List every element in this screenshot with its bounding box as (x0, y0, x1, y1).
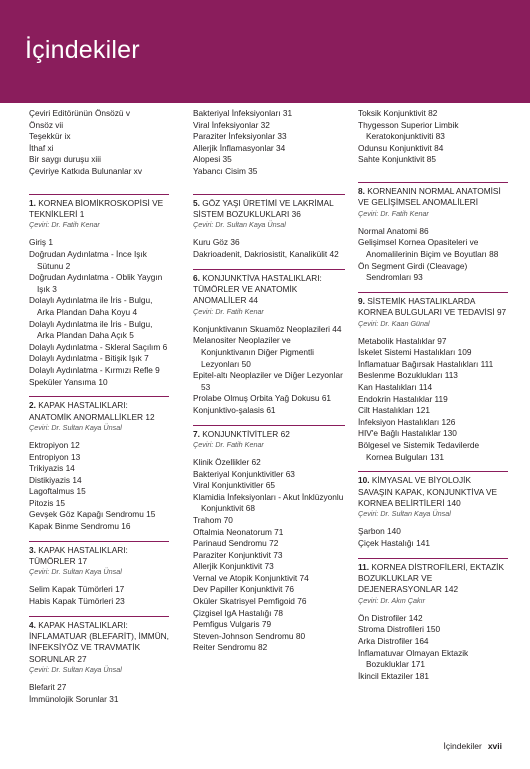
toc-entry: İskelet Sistemi Hastalıkları 109 (358, 347, 472, 358)
chapter-translator: Çeviri: Dr. Sultan Kaya Ünsal (29, 422, 122, 432)
toc-column-2 (193, 108, 345, 654)
chapter-translator: Çeviri: Dr. Akın Çakır (358, 595, 425, 605)
chapter-number: 8. (358, 185, 365, 196)
toc-entry: Endokrin Hastalıklar 119 (358, 393, 448, 404)
chapter-section (358, 182, 508, 284)
chapter-section (193, 425, 345, 655)
toc-entry: Gevşek Göz Kapağı Sendromu 15 (29, 509, 156, 520)
toc-entry: Blefarit 27 (29, 682, 67, 693)
toc-entry: Speküler Yansıma 10 (29, 376, 108, 387)
toc-entry: İkincil Ektaziler 181 (358, 670, 430, 681)
toc-entry: Odunsu Konjunktivit 84 (358, 142, 444, 153)
toc-entry: Toksik Konjunktivit 82 (358, 108, 438, 118)
chapter-translator: Çeviri: Dr. Fatih Kenar (358, 208, 429, 218)
toc-entry: Epitel-altı Neoplaziler ve Diğer Lezyonlar 53 (193, 370, 343, 392)
toc-entry: İmmünolojik Sorunlar 31 (29, 693, 119, 704)
spacer (358, 166, 508, 174)
toc-entry: Çiçek Hastalığı 141 (358, 537, 430, 548)
chapter-number: 9. (358, 295, 365, 306)
page-number: xvii (487, 741, 502, 751)
page-footer (444, 741, 502, 751)
toc-entry: Oftalmia Neonatorum 71 (193, 526, 284, 537)
toc-entry: Ön Distrofiler 142 (358, 612, 423, 623)
chapter-title: KAPAK HASTALIKLARI: İNFLAMATUAR (BLEFARİT), İMMÜN, İNFEKSİYÖZ VE TRAVMATİK SORUNLAR 27 (29, 619, 169, 664)
chapter-translator: Çeviri: Dr. Fatih Kenar (29, 220, 100, 230)
chapter-title: KORNEA BİOMİKROSKOPİSİ VE TEKNİKLERİ 1 (29, 197, 164, 219)
chapter-heading (358, 183, 508, 209)
toc-entry: Paraziter Konjunktivit 73 (193, 549, 283, 560)
toc-entry: Gelişimsel Kornea Opasiteleri ve Anomalilerinin Biçim ve Boyutları 88 (358, 237, 499, 259)
chapter-number: 7. (193, 428, 200, 439)
toc-entry: Şarbon 140 (358, 526, 401, 537)
chapter-section (358, 558, 508, 683)
page-header (0, 0, 530, 103)
toc-entry: Beslenme Bozuklukları 113 (358, 370, 458, 381)
chapter-translator: Çeviri: Dr. Sultan Kaya Ünsal (29, 665, 122, 675)
chapter-number: 5. (193, 197, 200, 208)
toc-entry: Dolaylı Aydınlatma - Kırmızı Refle 9 (29, 364, 160, 375)
chapter-number: 6. (193, 272, 200, 283)
chapter-title: SİSTEMİK HASTALIKLARDA KORNEA BULGULARI VE TEDAVİSİ 97 (358, 295, 507, 318)
chapter-translator: Çeviri: Dr. Sultan Kaya Ünsal (29, 567, 122, 577)
toc-entry: Bir saygı duruşu xiii (29, 154, 101, 165)
chapter-number: 3. (29, 544, 36, 555)
chapter-section (193, 269, 345, 417)
toc-entry: Sahte Konjunktivit 85 (358, 154, 436, 165)
spacer (193, 178, 345, 186)
chapter-section (29, 194, 169, 389)
chapter-translator: Çeviri: Dr. Sultan Kaya Ünsal (193, 220, 286, 230)
chapter-title: KAPAK HASTALIKLARI: TÜMÖRLER 17 (29, 544, 128, 567)
chapter-section (358, 292, 508, 463)
chapter-title: KORNEA DİSTROFİLERİ, EKTAZİK BOZUKLUKLAR VE DEJENERASYONLAR 142 (358, 561, 505, 595)
toc-entry: Allerjik Konjunktivit 73 (193, 561, 274, 572)
chapter-heading (29, 397, 169, 423)
chapter-heading (358, 472, 508, 509)
toc-entry: Prolabe Olmuş Orbita Yağ Dokusu 61 (193, 393, 332, 404)
toc-entry: Çizgisel IgA Hastalığı 78 (193, 607, 283, 618)
toc-entry: Ektropiyon 12 (29, 439, 80, 450)
toc-entry: Steven-Johnson Sendromu 80 (193, 630, 306, 641)
toc-entry: Dakrioadenit, Dakriosistit, Kanalikülit 42 (193, 248, 339, 259)
toc-entry: Dolaylı Aydınlatma - Skleral Saçılım 6 (29, 341, 168, 352)
chapter-heading (29, 195, 169, 221)
toc-entry: Teşekkür ix (29, 131, 71, 142)
chapter-section (358, 471, 508, 549)
toc-entry: Trikiyazis 14 (29, 463, 75, 474)
toc-entry: Klinik Özellikler 62 (193, 456, 261, 467)
toc-entry: Normal Anatomi 86 (358, 225, 429, 236)
toc-entry: Dev Papiller Konjunktivit 76 (193, 584, 294, 595)
toc-entry: İnflamatuvar Olmayan Ektazik Bozukluklar 171 (358, 647, 469, 670)
toc-entry: Lagoftalmus 15 (29, 486, 86, 497)
toc-entry: Vernal ve Atopik Konjunktivit 74 (193, 572, 309, 583)
chapter-translator: Çeviri: Dr. Fatih Kenar (193, 306, 264, 316)
toc-entry: Konjunktivanın Skuamöz Neoplazileri 44 (193, 323, 342, 334)
footer-label: İçindekiler (443, 741, 482, 751)
toc-entry: Viral İnfeksiyonlar 32 (193, 119, 270, 130)
toc-entry: Bakteriyal Konjunktivitler 63 (193, 468, 295, 479)
toc-entry: Pitozis 15 (29, 497, 65, 508)
toc-entry: Habis Kapak Tümörleri 23 (29, 596, 125, 607)
toc-entry: İnfeksiyon Hastalıkları 126 (358, 416, 456, 427)
toc-entry: Selim Kapak Tümörleri 17 (29, 584, 125, 595)
chapter-title: GÖZ YAŞI ÜRETİMİ VE LAKRİMAL SİSTEM BOZUKLUKLARI 36 (193, 197, 334, 219)
toc-entry: Metabolik Hastalıklar 97 (358, 335, 447, 346)
toc-entry: Reiter Sendromu 82 (193, 642, 268, 653)
toc-entry: Entropiyon 13 (29, 451, 81, 462)
toc-entry: Kuru Göz 36 (193, 237, 240, 248)
chapter-heading (358, 293, 508, 319)
toc-entry: Kapak Binme Sendromu 16 (29, 521, 131, 532)
chapter-heading (29, 542, 169, 568)
chapter-number: 2. (29, 400, 36, 411)
toc-entry: Dolaylı Aydınlatma ile İris - Bulgu, Arka Plandan Daha Açık 5 (29, 318, 153, 341)
toc-entry: Oküler Skatrisyel Pemfigoid 76 (193, 596, 307, 607)
toc-entry: Dolaylı Aydınlatma - Bitişik Işık 7 (29, 353, 149, 364)
toc-entry: Klamidia İnfeksiyonları - Akut İnklüzyonlu Konjunktivit 68 (193, 491, 344, 514)
toc-column-3 (358, 108, 508, 682)
toc-entry: Giriş 1 (29, 237, 53, 248)
chapter-section (29, 541, 169, 608)
chapter-translator: Çeviri: Dr. Sultan Kaya Ünsal (358, 509, 451, 519)
chapter-title: KONJUNKTİVİTLER 62 (202, 428, 290, 439)
toc-entry: Konjunktivo-şalasis 61 (193, 404, 276, 415)
toc-entry: Yabancı Cisim 35 (193, 165, 258, 176)
toc-entry: Melanositer Neoplaziler ve Konjunktivanın Diğer Pigmentli Lezyonları 50 (193, 335, 314, 369)
toc-entry: Trahom 70 (193, 514, 233, 525)
chapter-translator: Çeviri: Dr. Kaan Günal (358, 318, 430, 328)
toc-entry: Bölgesel ve Sistemik Tedavilerde Kornea Bulguları 131 (358, 439, 480, 462)
toc-entry: Alopesi 35 (193, 154, 232, 165)
chapter-title: KONJUNKTİVA HASTALIKLARI: TÜMÖRLER VE ANATOMİK ANOMALİLER 44 (193, 272, 322, 306)
toc-entry: İthaf xi (29, 142, 54, 153)
chapter-number: 10. (358, 475, 370, 486)
chapter-title: KAPAK HASTALIKLARI: ANATOMİK ANORMALLİKLER 12 (29, 400, 155, 422)
chapter-translator: Çeviri: Dr. Fatih Kenar (193, 439, 264, 449)
toc-entry: Doğrudan Aydınlatma - Oblik Yaygın Işık 3 (29, 272, 163, 294)
toc-entry: Distikiyazis 14 (29, 474, 82, 485)
toc-entry: Doğrudan Aydınlatma - İnce Işık Sütunu 2 (29, 248, 147, 271)
page-title: İçindekiler (25, 36, 140, 64)
chapter-title: KORNEANIN NORMAL ANATOMİSİ VE GELİŞİMSEL ANOMALİLERİ (358, 185, 501, 208)
chapter-title: KİMYASAL VE BİYOLOJİK SAVAŞIN KAPAK, KONJUNKTİVA VE KORNEA BELİRTİLERİ 140 (358, 475, 498, 508)
chapter-heading (358, 559, 508, 596)
toc-entry: Bakteriyal İnfeksiyonları 31 (193, 108, 293, 118)
chapter-heading (193, 195, 345, 221)
toc-entry: Allerjik İnflamasyonlar 34 (193, 142, 286, 153)
chapter-heading (29, 617, 169, 666)
chapter-number: 4. (29, 619, 36, 630)
toc-column-1 (29, 108, 169, 705)
spacer (29, 178, 169, 186)
toc-entry: Arka Distrofiler 164 (358, 635, 429, 646)
toc-entry: Paraziter İnfeksiyonlar 33 (193, 131, 287, 142)
chapter-number: 1. (29, 197, 36, 208)
toc-entry: Çeviri Editörünün Önsözü v (29, 108, 130, 118)
toc-entry: Dolaylı Aydınlatma ile İris - Bulgu, Arka Plandan Daha Koyu 4 (29, 295, 153, 317)
chapter-number: 11. (358, 561, 370, 572)
chapter-heading (193, 426, 345, 440)
toc-entry: Çeviriye Katkıda Bulunanlar xv (29, 165, 142, 176)
chapter-section (29, 616, 169, 706)
toc-entry: Kan Hastalıkları 114 (358, 381, 433, 392)
chapter-section (193, 194, 345, 261)
toc-entry: Cilt Hastalıkları 121 (358, 405, 430, 416)
toc-entry: Pemfigus Vulgaris 79 (193, 619, 272, 630)
toc-entry: Ön Segment Girdi (Cleavage) Sendromları 93 (358, 260, 468, 283)
toc-entry: Stroma Distrofileri 150 (358, 624, 441, 635)
toc-entry: Viral Konjunktivitler 65 (193, 480, 275, 491)
toc-entry: HIV'e Bağlı Hastalıklar 130 (358, 428, 457, 439)
toc-entry: Parinaud Sendromu 72 (193, 538, 279, 549)
chapter-section (29, 396, 169, 533)
toc-entry: İnflamatuar Bağırsak Hastalıkları 111 (358, 358, 494, 369)
toc-entry: Thygesson Superior Limbik Keratokonjunktiviti 83 (358, 119, 459, 142)
toc-entry: Önsöz vii (29, 119, 64, 130)
chapter-heading (193, 270, 345, 307)
